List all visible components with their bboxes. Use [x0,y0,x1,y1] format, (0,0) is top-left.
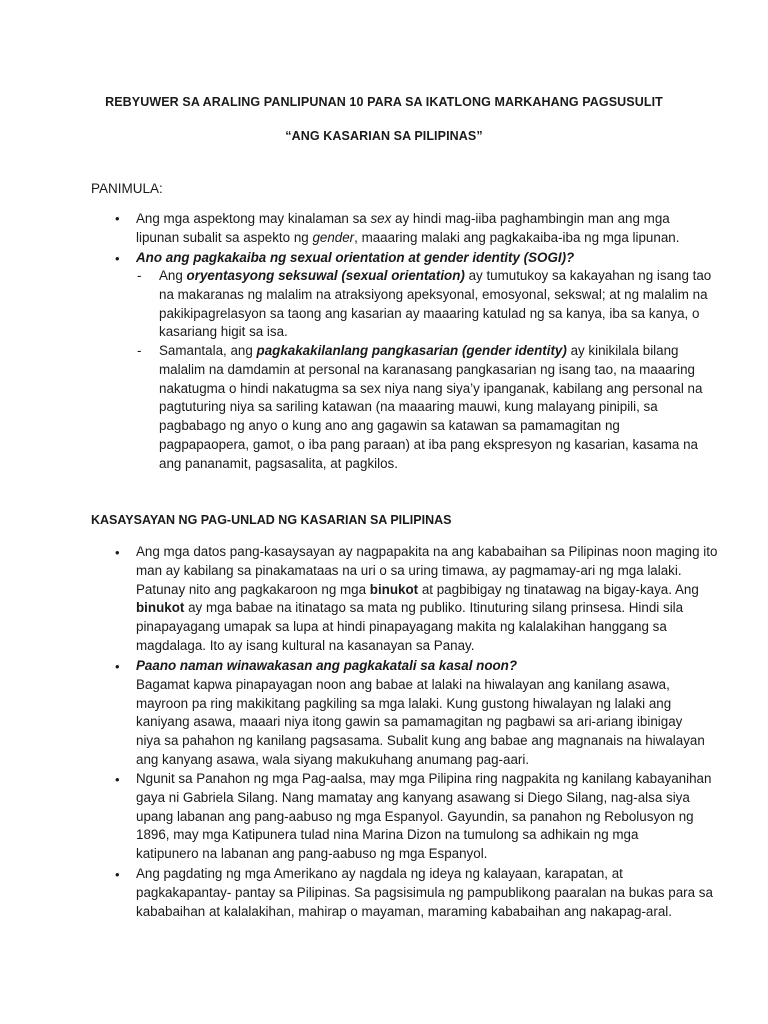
text-run: at pagbibigay ng tinatawag na bigay-kaya. Ang [418,581,699,597]
document-title: REBYUWER SA ARALING PANLIPUNAN 10 PARA SA IKATLONG MARKAHANG PAGSUSULIT [105,95,663,109]
text-run: ay mga babae na itinatago sa mata ng publiko. Itinuturing silang prinsesa. Hindi sila [184,600,684,616]
text-run: Patunay nito ang pagkakaroon ng mga [136,581,370,597]
dash-marker: - [137,268,142,283]
sub-item-gender-identity [159,342,702,474]
bullet-marker: • [115,867,120,882]
text-line: upang labanan ang pang-aabuso ng mga Espanyol. Gayundin, sa panahon ng Rebolusyon ng [136,808,694,824]
sub-item-sexual-orientation [159,267,711,342]
text-line: pagbabago ng anyo o kung ano ang gagawin sa katawan sa pamamagitan ng [159,418,620,434]
text-line: ang kanyang asawa, wala siyang makukuhang anumang pag-aari. [136,751,530,767]
kasal-question-text: Paano naman winawakasan ang pagkakatali sa kasal noon? [136,658,518,673]
text-line: pakikipagrelasyon sa taong ang kasarian ay maaaring katulad ng sa kanya, iba sa kanya, o [159,305,700,321]
text-line: Ngunit sa Panahon ng mga Pag-aalsa, may mga Pilipina ring nagpakita ng kanilang kabayanihan [136,771,712,786]
list-item-kasal [136,657,705,770]
text-run: ay hindi mag-iiba paghambingin man ang mga [391,211,670,226]
text-line: gaya ni Gabriela Silang. Nang mamatay ang kanyang asawang si Diego Silang, nag-alsa siya [136,789,690,805]
bullet-marker: • [115,251,120,266]
sogi-question-text: Ano ang pagkakaiba ng sexual orientation at gender identity (SOGI)? [136,250,575,265]
text-line: Ang mga datos pang-kasaysayan ay nagpapakita na ang kababaihan sa Pilipinas noon maging ito [136,544,718,559]
text-run: , maaaring malaki ang pagkakaiba-iba ng mga lipunan. [354,229,680,245]
list-item-sex-gender [136,210,679,248]
text-line: magdalaga. Ito ay isang kultural na kasanayan sa Panay. [136,637,475,653]
text-line: niya sa pahahon ng kanilang pagsasama. Subalit kung ang babae ang magnanais na hiwalayan [136,733,705,749]
text-run: Ang mga aspektong may kinalaman sa [136,211,371,226]
text-run: Samantala, ang [159,343,257,358]
text-run: ay tumutukoy sa kakayahan ng isang tao [464,268,712,283]
bullet-marker: • [115,545,120,560]
bullet-marker: • [115,659,120,674]
dash-marker: - [137,343,142,358]
section-heading-kasaysayan: KASAYSAYAN NG PAG-UNLAD NG KASARIAN SA PILIPINAS [91,513,452,527]
text-line: Ang pagdating ng mga Amerikano ay nagdala ng ideya ng kalayaan, karapatan, at [136,866,623,881]
text-line: ang pananamit, pagsasalita, at pagkilos. [159,455,398,471]
text-run: lipunan subalit sa aspekto ng [136,229,313,245]
list-item-sogi-question [136,249,574,268]
text-line: man ay kabilang sa pinakamataas na uri o sa uring timawa, ay pagmamay-ari ng mga lalaki. [136,562,682,578]
document-subtitle: “ANG KASARIAN SA PILIPINAS” [285,129,483,143]
text-run: ay kinikilala bilang [566,343,679,358]
italic-term-gender: gender [312,229,355,245]
list-item-binukot [136,543,717,656]
bullet-marker: • [115,211,120,226]
text-line: pagtuturing niya sa sariling katawan (na maaaring mauwi, kung malayang pinipili, sa [159,399,658,415]
section-heading-panimula: PANIMULA: [91,181,163,196]
text-line: kaniyang asawa, maaari niya itong gawin sa pamamagitan ng pagbawi sa ari-ariang ibinigay [136,714,683,730]
text-line: Bagamat kapwa pinapayagan noon ang babae at lalaki na hiwalayan ang kanilang asawa, [136,676,670,692]
text-line: pinapayagang umapak sa lupa at hindi pinapayagang makita ng kalalakihan hanggang sa [136,619,667,635]
text-line: malalim na damdamin at personal na karanasang pangkasarian ng isang tao, na maaaring [159,361,695,377]
text-run: Ang [159,268,187,283]
text-line: pagpapaopera, gamot, o iba pang paraan) at iba pang ekspresyon ng kasarian, kasama na [159,436,698,452]
text-line: kababaihan at kalalakihan, mahirap o mayaman, maraming kababaihan ang nakapag-aral. [136,903,672,919]
term-gender-identity: pagkakakilanlang pangkasarian (gender identity) [256,343,567,358]
italic-term-sex: sex [370,211,392,226]
list-item-pag-aalsa [136,770,711,864]
text-line: na makaranas ng malalim na atraksiyong apeksyonal, emosyonal, sekswal; at ng malalim na [159,286,708,302]
text-line: nakatugma o hindi nakatugma sa sex niya nang siya’y ipanganak, kabilang ang personal na [159,380,703,396]
bold-term-binukot: binukot [369,581,419,597]
text-line: kasariang higit sa isa. [159,324,288,340]
text-line: 1896, may mga Katipunera tulad nina Marina Dizon na tumulong sa adhikain ng mga [136,827,639,843]
text-line: katipunero na labanan ang pang-aabuso ng mga Espanyol. [136,846,488,862]
term-sexual-orientation: oryentasyong seksuwal (sexual orientation) [186,268,465,283]
text-line: mayroon pa ring makikitang pagkiling sa mga lalaki. Kung gustong hiwalayan ng lalaki ang [136,695,672,711]
bold-term-binukot: binukot [136,600,185,616]
bullet-marker: • [115,772,120,787]
text-line: pagkakapantay- pantay sa Pilipinas. Sa pagsisimula ng pampublikong paaralan na bukas para sa [136,884,713,900]
list-item-amerikano [136,865,713,921]
